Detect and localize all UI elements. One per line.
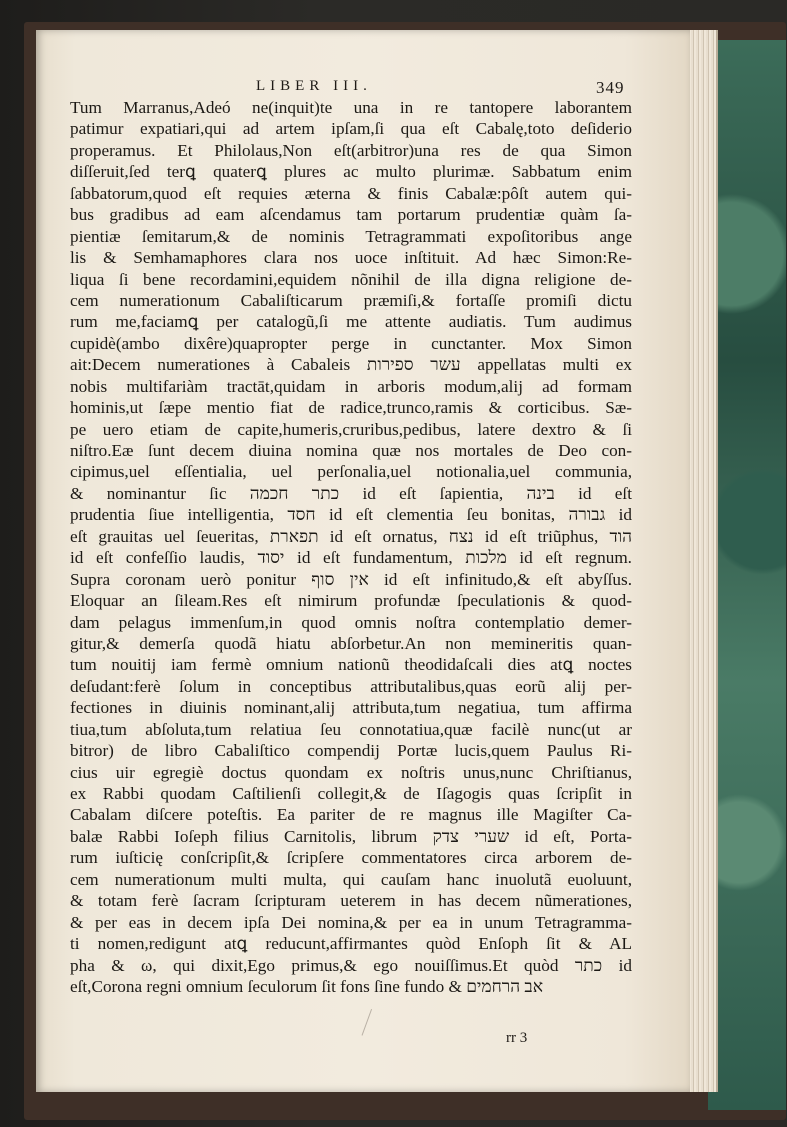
text-line: ti nomen,redigunt atꝗ reducunt,affirmantes quòd Enſoph ſit & AL [70, 934, 632, 954]
text-line: & nominantur ſic כתר חכמה id eſt ſapientia, בינה id eſt [70, 483, 632, 503]
text-line: & per eas in decem ipſa Dei nomina,& per ea in unum Tetragramma- [70, 912, 632, 932]
text-line: eſt grauitas uel ſeueritas, תפארת id eſt ornatus, נצח id eſt triũphus, הוד [70, 526, 632, 546]
text-line: hominis,ut ſæpe mentio fiat de radice,trunco,ramis & corticibus. Sæ- [70, 398, 632, 418]
text-line: deſudant:ferè ſolum in conceptibus attributalibus,quas eorũ alij per- [70, 676, 632, 696]
text-line: Eloquar an ſileam.Res eſt nimirum profundæ ſpeculationis & quod- [70, 591, 632, 611]
text-line: dam pelagus immenſum,in quod omnis noſtra contemplatio demer- [70, 612, 632, 632]
text-line: eſt,Corona regni omnium ſeculorum ſit fons ſine fundo & אב הרחמים [70, 976, 544, 996]
text-line: balæ Rabbi Ioſeph filius Carnitolis, librum שערי צדק id eſt, Porta- [70, 826, 632, 846]
text-line: pientiæ ſemitarum,& de nominis Tetragrammati expoſitoribus ange [70, 226, 632, 246]
text-line: liqua ſi bene recordamini,equidem nõnihil de illa digna religione de- [70, 269, 632, 289]
text-line: cem numerationum Cabaliſticarum præmiſi,& fortaſſe promiſi dictu [70, 290, 632, 310]
text-line: cem numerationum multi multa, qui cauſam hanc inuolutã euoluunt, [70, 869, 632, 889]
text-line: cipimus,uel eſſentialia, uel perſonalia,uel notionalia,uel communia, [70, 462, 632, 482]
text-line: id eſt confeſſio laudis, יסוד id eſt fundamentum, מלכות id eſt regnum. [70, 548, 632, 568]
text-line: bitror) de libro Cabaliſtico compendij Portæ lucis,quem Paulus Ri- [70, 741, 632, 761]
text-line: pe uero etiam de capite,humeris,cruribus,pedibus, latere dextro & ſi [70, 419, 632, 439]
text-line: fectiones in diuinis nominant,alij attributa,tum negatiua, tum affirma [70, 698, 632, 718]
text-line: tum nouitij iam fermè omnium nationũ theodidaſcali dies atꝗ noctes [70, 655, 632, 675]
text-line: cius uir egregiè doctus quondam ex noſtris unus,nunc Chriſtianus, [70, 762, 632, 782]
body-text [70, 97, 632, 997]
text-line: bus gradibus ad eam aſcendamus tam portarum prudentiæ quàm ſa- [70, 205, 632, 225]
text-line: rum iuſticię conſcripſit,& ſcripſere commentatores circa arborem de- [70, 848, 632, 868]
text-line: rum me,faciamꝗ per catalogũ,ſi me attente audiatis. Tum audimus [70, 312, 632, 332]
marbled-endpaper [708, 40, 786, 1110]
page-number: 349 [596, 78, 625, 97]
text-line: diſſeruit,ſed terꝗ quaterꝗ plures ac multo plurimæ. Sabbatum enim [70, 162, 632, 182]
text-line: lis & Semhamaphores clara nos uoce inſtituit. Ad hæc Simon:Re- [70, 248, 632, 268]
text-line: pha & ω, qui dixit,Ego primus,& ego nouiſſimus.Et quòd כתר id [70, 955, 632, 975]
text-line: cupidè(ambo dixêre)quapropter perge in cunctanter. Mox Simon [70, 333, 632, 353]
text-line: ſabbatorum,quod eſt requies æterna & finis Cabalæ:pôſt autem qui- [70, 183, 632, 203]
signature-mark: rr 3 [506, 1030, 528, 1046]
text-line: patimur expatiari,qui ad artem ipſam,ſi qua eſt Cabalę,toto deſiderio [70, 119, 632, 139]
text-line: prudentia ſiue intelligentia, חסד id eſt clementia ſeu bonitas, גבורה id [70, 505, 632, 525]
text-line: niſtro.Eæ ſunt decem diuina nomina quæ nos mortales de Deo con- [70, 441, 632, 460]
text-line: tiua,tum abſoluta,tum relatiua ſeu connotatiua,quæ facilè nunc(ut ar [70, 719, 632, 739]
text-line: Cabalam diſcere poteſtis. Ea pariter de re magnus ille Magiſter Ca- [70, 805, 632, 825]
text-line: ex Rabbi quodam Caſtilienſi collegit,& de Iſagogis quas ſcripſit in [70, 784, 632, 803]
text-line: nobis multifariàm tractāt,quidam in arboris modum,alij ad formam [70, 376, 632, 396]
text-line: ait:Decem numerationes à Cabaleis עשר ספירות appellatas multi ex [70, 355, 632, 375]
text-line: gitur,& demerſa quodã hiatu abſorbetur.An non memineritis quan- [70, 633, 632, 653]
book-page [36, 30, 690, 1092]
text-line: properamus. Et Philolaus,Non eſt(arbitror)una res de qua Simon [70, 140, 632, 160]
page-footer [36, 1030, 690, 1056]
text-line: Supra coronam uerò ponitur אין סוף id eſt infinitudo,& eſt abyſſus. [70, 569, 632, 589]
text-line: & totam ferè ſacram ſcripturam ueterem in has decem nũmerationes, [70, 891, 632, 911]
text-line: Tum Marranus,Adeó ne(inquit)te una in re tantopere laborantem [70, 98, 632, 117]
running-head: LIBER III. [256, 78, 372, 94]
